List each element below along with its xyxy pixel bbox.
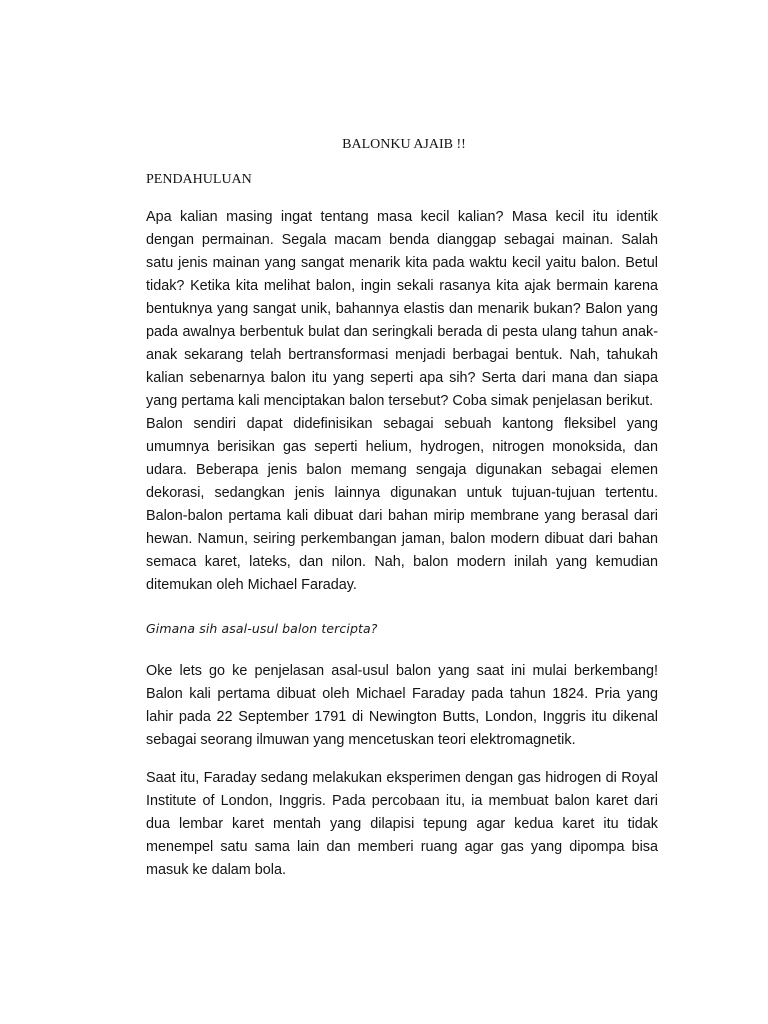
paragraph-origin: Oke lets go ke penjelasan asal-usul balon yang saat ini mulai berkembang! Balon kali pertama dibuat oleh Michael Faraday pada tahun 1824. Pria yang lahir pada 22 September 1791 di Newington Butts, London, Inggris itu dikenal sebagai seorang ilmuwan yang mencetuskan teori elektromagnetik. — [146, 663, 658, 748]
paragraph-experiment: Saat itu, Faraday sedang melakukan eksperimen dengan gas hidrogen di Royal Institute of London, Inggris. Pada percobaan itu, ia membuat balon karet dari dua lembar karet mentah yang dilapisi tepung agar kedua karet itu tidak menempel satu sama lain dan memberi ruang agar gas yang dipompa bisa masuk ke dalam bola. — [146, 770, 658, 878]
document-title: BALONKU AJAIB !! — [342, 137, 466, 152]
section-heading: PENDAHULUAN — [146, 172, 252, 187]
document-body — [146, 136, 658, 882]
paragraph-definition: Balon sendiri dapat didefinisikan sebagai sebuah kantong fleksibel yang umumnya berisikan gas seperti helium, hydrogen, nitrogen monoksida, dan udara. Beberapa jenis balon memang sengaja digunakan sebagai elemen dekorasi, sedangkan jenis lainnya digunakan untuk tujuan-tujuan tertentu. Balon-balon pertama kali dibuat dari bahan mirip membrane yang berasal dari hewan. Namun, seiring perkembangan jaman, balon modern dibuat dari bahan semaca karet, lateks, dan nilon. Nah, balon modern inilah yang kemudian ditemukan oleh Michael Faraday. — [146, 416, 658, 593]
subheading-origin: Gimana sih asal-usul balon tercipta? — [146, 621, 378, 636]
paragraph-introduction: Apa kalian masing ingat tentang masa kecil kalian? Masa kecil itu identik dengan permainan. Segala macam benda dianggap sebagai mainan. Salah satu jenis mainan yang sangat menarik kita pada waktu kecil yaitu balon. Betul tidak? Ketika kita melihat balon, ingin sekali rasanya kita ajak bermain karena bentuknya yang sangat unik, bahannya elastis dan menarik bukan? Balon yang pada awalnya berbentuk bulat dan seringkali berada di pesta ulang tahun anak-anak sekarang telah bertransformasi menjadi berbagai bentuk. Nah, tahukah kalian sebenarnya balon itu yang seperti apa sih? Serta dari mana dan siapa yang pertama kali menciptakan balon tersebut? Coba simak penjelasan berikut. — [146, 209, 658, 409]
